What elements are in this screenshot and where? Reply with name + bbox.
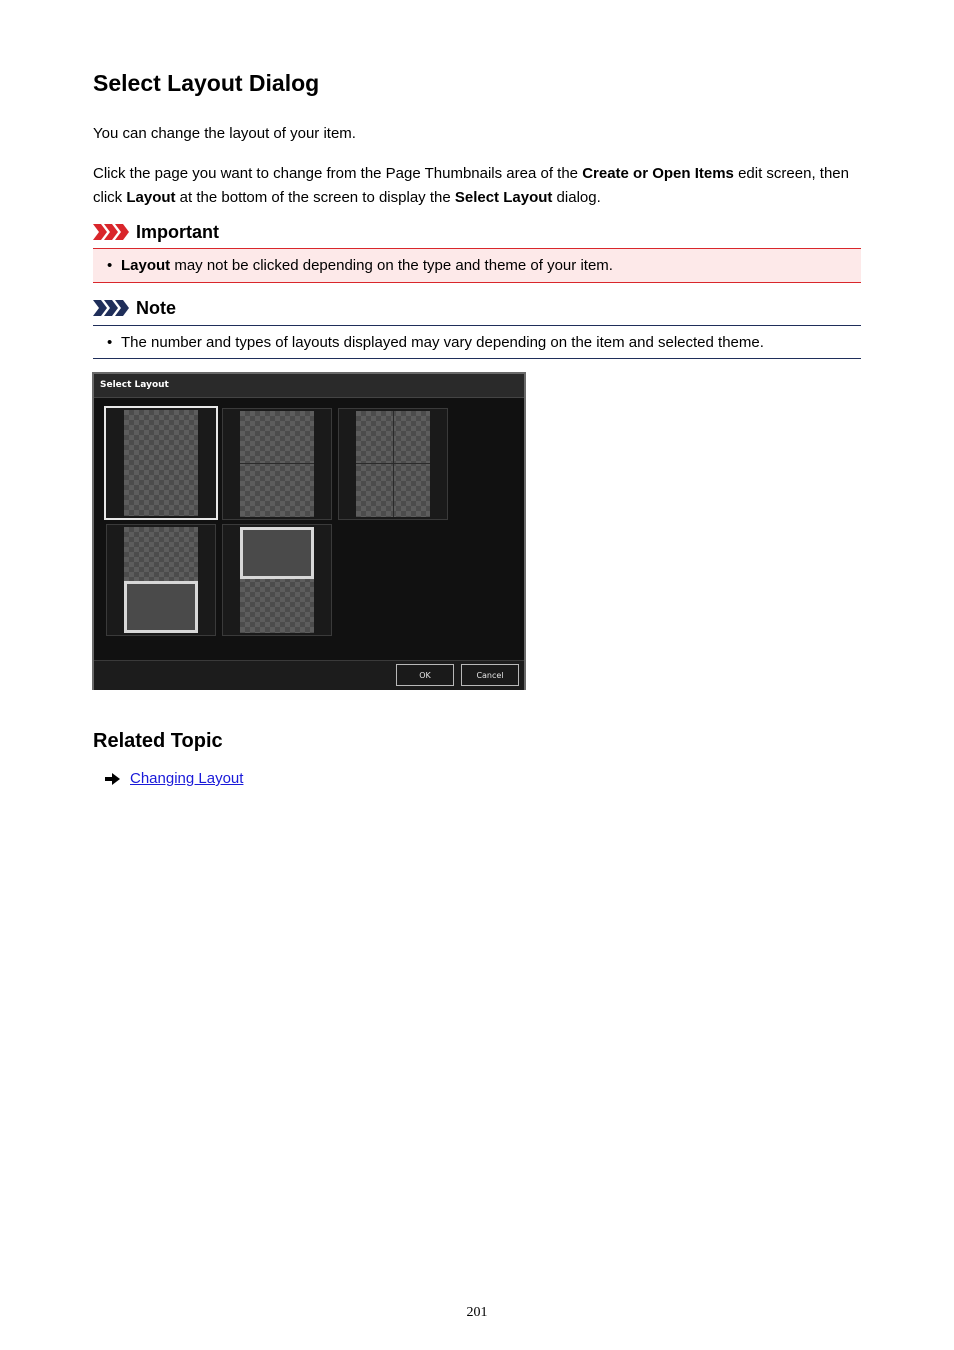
- related-topic-heading: Related Topic: [93, 730, 223, 752]
- intro-text: You can change the layout of your item.: [93, 125, 356, 142]
- cancel-button[interactable]: Cancel: [461, 664, 519, 686]
- photo-slot: [240, 411, 314, 517]
- note-box: [93, 325, 861, 359]
- ok-button[interactable]: OK: [396, 664, 454, 686]
- dialog-footer: [94, 660, 524, 690]
- create-or-open-items-term: Create or Open Items: [582, 165, 734, 182]
- note-text: The number and types of layouts displayed may vary depending on the item and selected theme.: [121, 333, 764, 351]
- bullet: •: [107, 333, 113, 351]
- bullet: •: [107, 257, 113, 274]
- important-heading: Important: [93, 221, 219, 243]
- layout-thumb-four-photos[interactable]: [338, 408, 448, 520]
- page-number: 201: [466, 1305, 488, 1320]
- select-layout-term: Select Layout: [454, 189, 553, 206]
- dialog-title: Select Layout: [94, 374, 524, 398]
- layout-thumb-one-photo[interactable]: [104, 406, 218, 520]
- frame-slot: [124, 581, 198, 633]
- page-title: Select Layout Dialog: [93, 70, 320, 96]
- important-box: [93, 248, 861, 283]
- arrow-right-icon: [105, 773, 120, 785]
- frame-slot: [240, 527, 314, 579]
- photo-slot: [124, 410, 198, 516]
- layout-thumb-photo-bottom-frame[interactable]: [106, 524, 216, 636]
- layout-list: [94, 398, 524, 660]
- important-arrows-icon: [93, 223, 131, 241]
- important-text: Layout may not be clicked depending on the type and theme of your item.: [121, 257, 613, 274]
- changing-layout-link[interactable]: Changing Layout: [130, 770, 244, 787]
- layout-thumb-photo-top-frame[interactable]: [222, 524, 332, 636]
- slot-divider: [393, 411, 394, 517]
- select-layout-dialog: [92, 372, 526, 690]
- note-heading: Note: [93, 297, 176, 319]
- note-arrows-icon: [93, 299, 131, 317]
- slot-divider: [240, 463, 314, 464]
- layout-thumb-two-photos[interactable]: [222, 408, 332, 520]
- related-link-row: [105, 770, 243, 787]
- layout-term: Layout: [126, 189, 176, 206]
- instructions-paragraph: Click the page you want to change from the Page Thumbnails area of the Create or Open Items edit screen, then click Layout at the bottom of the screen to display the Select Layout dialog.: [93, 165, 849, 206]
